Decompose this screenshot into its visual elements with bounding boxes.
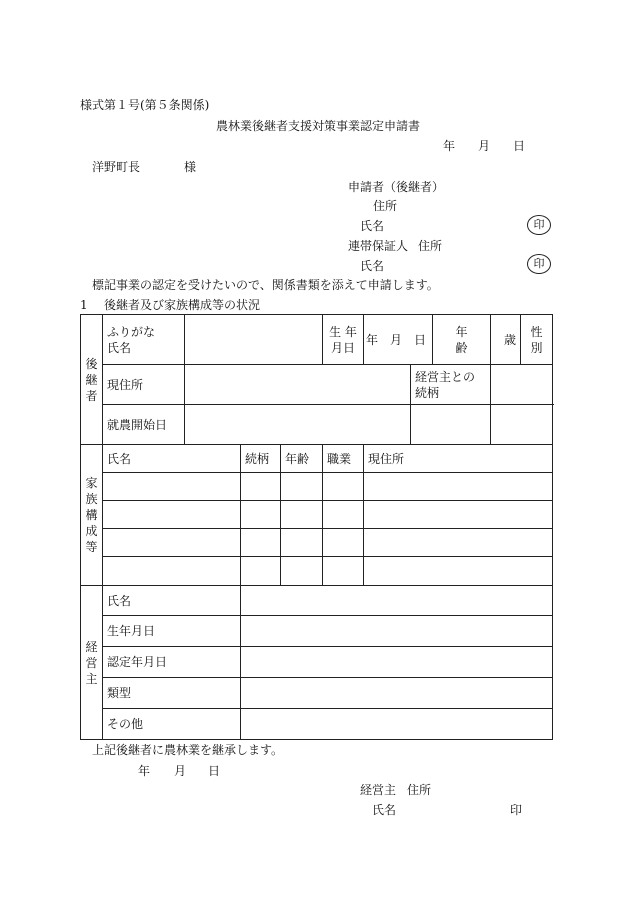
operator-name-field[interactable]: [241, 586, 553, 616]
operator-birth-date-field[interactable]: [241, 616, 553, 647]
age-label-line1: 年: [455, 324, 468, 339]
family-col-occupation: 職業: [323, 445, 364, 473]
document-title: 農林業後継者支援対策事業認定申請書: [216, 119, 421, 133]
age-label-cell: [433, 315, 491, 365]
date-day-label: 日: [513, 139, 526, 153]
farming-start-field[interactable]: [185, 405, 411, 445]
family-section-header: 家族構成等: [81, 445, 103, 586]
form-number: 様式第１号(第５条関係): [80, 98, 210, 112]
intro-statement: 標記事業の認定を受けたいので、関係書類を添えて申請します。: [92, 278, 439, 292]
operator-certified-date-label: 認定年月日: [103, 647, 241, 678]
operator-birth-date-label: 生年月日: [103, 616, 241, 647]
successor-name-field[interactable]: [185, 315, 323, 365]
applicant-address-label: 住所: [373, 199, 398, 213]
successor-address-label: 現住所: [103, 365, 185, 405]
family-relation-field[interactable]: [241, 557, 281, 586]
successor-address-field[interactable]: [185, 365, 411, 405]
addressee-honorific: 様: [184, 160, 197, 174]
guarantor-address-label: 住所: [418, 239, 443, 253]
family-col-name: 氏名: [103, 445, 241, 473]
farming-start-label: 就農開始日: [103, 405, 185, 445]
footer-operator-label: 経営主: [360, 783, 397, 797]
successor-name-label: 氏名: [107, 340, 132, 355]
gender-label-cell: [521, 315, 553, 365]
relation-field[interactable]: [491, 365, 553, 405]
family-address-field[interactable]: [364, 529, 553, 557]
status-table: [80, 314, 553, 740]
date-month-label: 月: [478, 139, 491, 153]
birth-date-field[interactable]: 年 月 日: [364, 315, 433, 365]
guarantor-label: 連帯保証人: [348, 239, 409, 253]
family-address-field[interactable]: [364, 501, 553, 529]
operator-other-field[interactable]: [241, 709, 553, 740]
gender-label-line1: 性: [530, 324, 543, 339]
table-row: [81, 529, 553, 557]
family-col-address: 現住所: [364, 445, 553, 473]
footer-date-day-label: 日: [208, 764, 221, 778]
family-age-field[interactable]: [281, 557, 323, 586]
family-col-relation: 続柄: [241, 445, 281, 473]
table-row: [81, 501, 553, 529]
furigana-label: ふりがな: [107, 324, 156, 339]
birth-label-line2: 月日: [330, 340, 355, 355]
birth-label-line1: 生 年: [329, 324, 357, 339]
footer-name-label: 氏名: [372, 803, 397, 817]
family-name-field[interactable]: [103, 557, 241, 586]
date-year-label: 年: [443, 139, 456, 153]
age-unit: 歳: [504, 332, 517, 347]
relation-label-line2: 続柄: [415, 385, 440, 400]
table-row: [81, 473, 553, 501]
section-number: 1: [80, 298, 88, 312]
successor-section-header: 後継者: [81, 315, 103, 445]
family-occupation-field[interactable]: [323, 473, 364, 501]
guarantor-seal: 印: [527, 254, 551, 274]
relation-label-line1: 経営主との: [415, 369, 476, 384]
footer-seal: 印: [510, 803, 523, 817]
family-age-field[interactable]: [281, 473, 323, 501]
applicant-name-label: 氏名: [360, 219, 385, 233]
family-name-field[interactable]: [103, 473, 241, 501]
operator-certified-date-field[interactable]: [241, 647, 553, 678]
succession-statement: 上記後継者に農林業を継承します。: [92, 743, 284, 757]
family-relation-field[interactable]: [241, 501, 281, 529]
gender-label-line2: 別: [530, 340, 543, 355]
operator-name-label: 氏名: [103, 586, 241, 616]
family-relation-field[interactable]: [241, 529, 281, 557]
family-occupation-field[interactable]: [323, 557, 364, 586]
family-relation-field[interactable]: [241, 473, 281, 501]
footer-date-year-label: 年: [138, 764, 151, 778]
operator-type-label: 類型: [103, 678, 241, 709]
family-age-field[interactable]: [281, 529, 323, 557]
family-age-field[interactable]: [281, 501, 323, 529]
operator-type-field[interactable]: [241, 678, 553, 709]
birth-date-label-cell: [323, 315, 364, 365]
guarantor-name-label: 氏名: [360, 259, 385, 273]
addressee: 洋野町長: [92, 160, 141, 174]
applicant-seal: 印: [527, 215, 551, 235]
family-col-age: 年齢: [281, 445, 323, 473]
age-label-line2: 齢: [455, 340, 468, 355]
family-occupation-field[interactable]: [323, 529, 364, 557]
footer-address-label: 住所: [407, 783, 432, 797]
farming-start-remarks-field[interactable]: [491, 405, 553, 445]
family-occupation-field[interactable]: [323, 501, 364, 529]
relation-label-cell: [411, 365, 491, 405]
footer-date-month-label: 月: [174, 764, 187, 778]
table-row: [81, 557, 553, 586]
family-name-field[interactable]: [103, 529, 241, 557]
farming-start-extra-field[interactable]: [411, 405, 491, 445]
section-title: 後継者及び家族構成等の状況: [104, 298, 261, 312]
age-field[interactable]: [491, 315, 521, 365]
operator-section-header: 経営主: [81, 586, 103, 740]
family-address-field[interactable]: [364, 473, 553, 501]
family-name-field[interactable]: [103, 501, 241, 529]
applicant-label: 申請者（後継者）: [348, 180, 445, 194]
operator-other-label: その他: [103, 709, 241, 740]
family-address-field[interactable]: [364, 557, 553, 586]
furigana-name-label-cell: [103, 315, 185, 365]
